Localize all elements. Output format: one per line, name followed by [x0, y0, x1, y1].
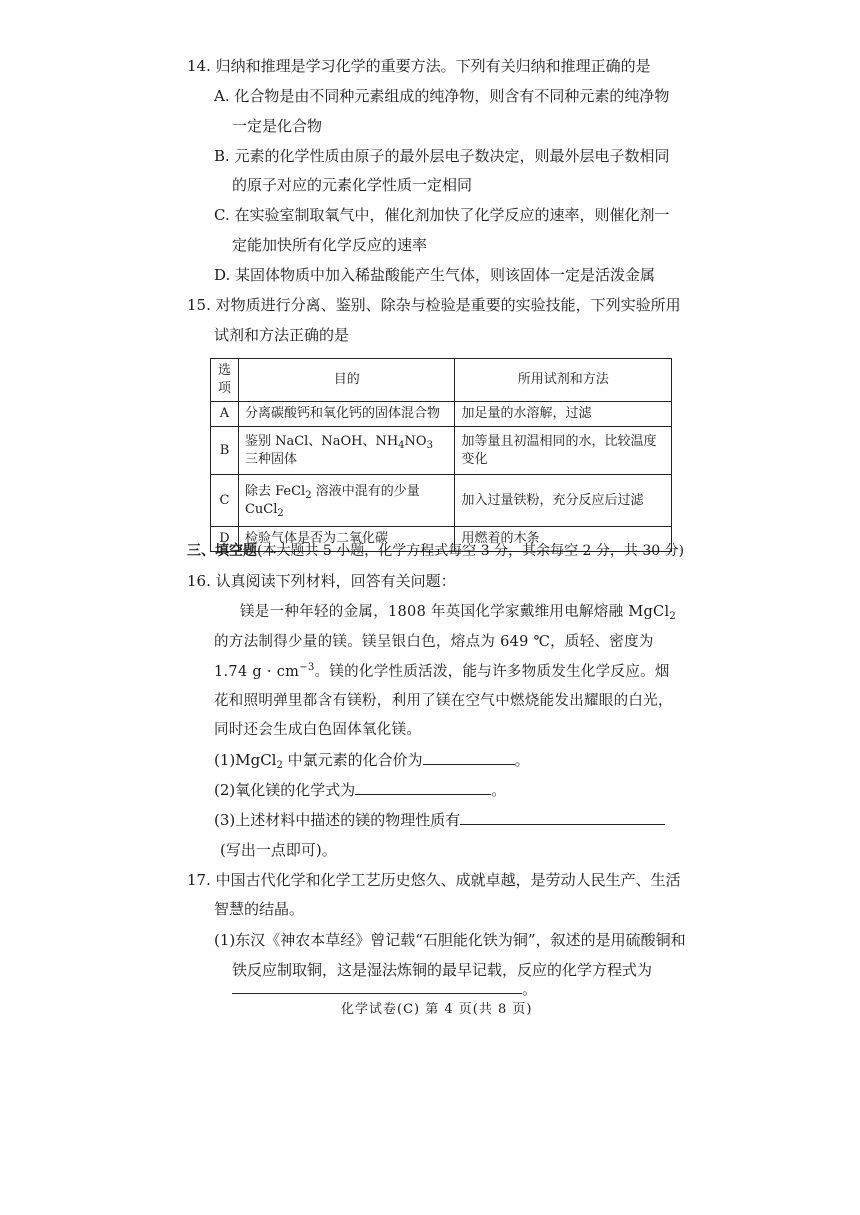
q16-passage-line: 1.74 $g \cdot cm^{-3}$。镁的化学性质活泼，能与许多物质发生化学反应。烟 — [214, 662, 670, 680]
q14-option-a: A. 化合物是由不同种元素组成的纯净物，则含有不同种元素的纯净物 — [214, 87, 670, 105]
row-method: 加入过量铁粉，充分反应后过滤 — [455, 475, 672, 527]
row-option: D — [211, 527, 239, 552]
row-method: 加足量的水溶解，过滤 — [455, 402, 672, 427]
row-option: A — [211, 402, 239, 427]
q17-stem: 17. 中国古代化学和化学工艺历史悠久、成就卓越，是劳动人民生产、生活 — [187, 871, 681, 889]
q16-passage-line: 花和照明弹里都含有镁粉，利用了镁在空气中燃烧能发出耀眼的白光， — [214, 693, 673, 709]
q17-sub1: (1)东汉《神农本草经》曾记载“石胆能化铁为铜”，叙述的是用硫酸铜和 — [214, 931, 686, 949]
section-title: 三、填空题 — [187, 543, 257, 559]
q14-option-a-cont: 一定是化合物 — [232, 117, 323, 135]
q16-passage-line: 镁是一种年轻的金属，1808 年英国化学家戴维用电解熔融 MgCl$_2$ — [240, 604, 677, 622]
table-row — [211, 427, 672, 475]
q16-sub1: (1)MgCl$_2$ 中氯元素的化合价为 。 — [214, 751, 530, 771]
q14-option-b-cont: 的原子对应的元素化学性质一定相同 — [232, 176, 473, 194]
row-method: 加等量且初温相同的水，比较温度变化 — [455, 427, 672, 475]
table-row — [211, 475, 672, 527]
q17-stem-cont: 智慧的结晶。 — [214, 900, 305, 918]
q14-option-d: D. 某固体物质中加入稀盐酸能产生气体，则该固体一定是活泼金属 — [214, 266, 656, 284]
q17-answer-line: 。 — [232, 978, 537, 1000]
q14-stem: 14. 归纳和推理是学习化学的重要方法。下列有关归纳和推理正确的是 — [187, 57, 651, 75]
section-note: (本大题共 5 小题，化学方程式每空 3 分，其余每空 2 分，共 30 分) — [257, 543, 685, 559]
row-option: B — [211, 427, 239, 475]
q16-passage-line: 的方法制得少量的镁。镁呈银白色，熔点为 649 ℃，质轻、密度为 — [214, 634, 654, 650]
q15-stem: 15. 对物质进行分离、鉴别、除杂与检验是重要的实验技能，下列实验所用 — [187, 296, 681, 314]
page-footer: 化学试卷(C) 第 4 页(共 8 页) — [341, 1002, 533, 1017]
q17-sub1-cont: 铁反应制取铜，这是湿法炼铜的最早记载，反应的化学方程式为 — [232, 961, 653, 979]
answer-blank[interactable] — [423, 750, 515, 765]
table-header-option: 选项 — [211, 359, 239, 402]
experiment-table — [210, 358, 672, 552]
q16-stem: 16. 认真阅读下列材料，回答有关问题： — [187, 572, 456, 590]
row-purpose: 分离碳酸钙和氧化钙的固体混合物 — [238, 402, 455, 427]
table-header-row — [211, 359, 672, 402]
section-header — [187, 540, 684, 562]
table-row — [211, 402, 672, 427]
row-method: 用燃着的木条 — [455, 527, 672, 552]
row-purpose: 鉴别 NaCl、NaOH、$NH_4NO_3$ 三种固体 — [238, 427, 455, 475]
answer-blank[interactable] — [355, 780, 491, 795]
table-header-method: 所用试剂和方法 — [455, 359, 672, 402]
table-header-purpose: 目的 — [238, 359, 455, 402]
q16-passage-line: 同时还会生成白色固体氧化镁。 — [214, 722, 422, 738]
answer-blank[interactable] — [232, 979, 522, 994]
q15-stem-cont: 试剂和方法正确的是 — [214, 326, 350, 344]
q14-option-c-cont: 定能加快所有化学反应的速率 — [232, 236, 428, 254]
q14-option-c: C. 在实验室制取氧气中，催化剂加快了化学反应的速率，则催化剂一 — [214, 206, 670, 224]
row-purpose: 除去 FeCl$_2$ 溶液中混有的少量 CuCl$_2$ — [238, 475, 455, 527]
row-option: C — [211, 475, 239, 527]
q14-option-b: B. 元素的化学性质由原子的最外层电子数决定，则最外层电子数相同 — [214, 147, 670, 165]
q16-sub3: (3)上述材料中描述的镁的物理性质有 — [214, 809, 665, 831]
answer-blank[interactable] — [460, 810, 665, 825]
row-purpose: 检验气体是否为二氧化碳 — [238, 527, 455, 552]
q16-sub3-cont: (写出一点即可)。 — [220, 841, 337, 859]
q16-sub2: (2)氧化镁的化学式为 。 — [214, 781, 507, 799]
